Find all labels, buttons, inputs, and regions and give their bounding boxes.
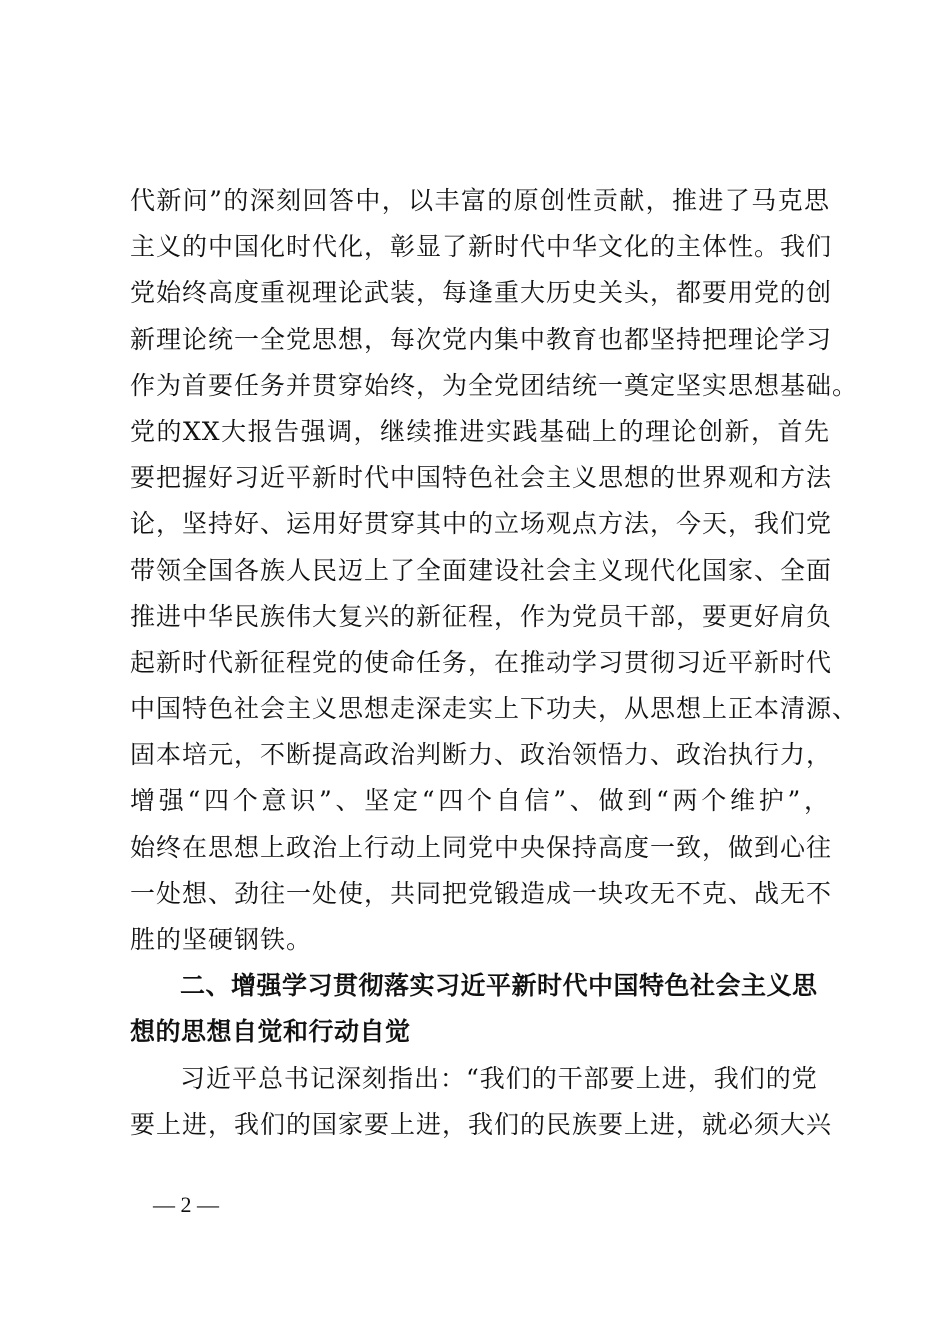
paragraph-line: 党始终高度重视理论武装，每逢重大历史关头，都要用党的创 bbox=[130, 278, 833, 308]
paragraph-line: 作为首要任务并贯穿始终，为全党团结统一奠定坚实思想基础。 bbox=[130, 370, 859, 400]
paragraph-line: 胜的坚硬钢铁。 bbox=[130, 925, 313, 954]
paragraph-line: 论，坚持好、运用好贯穿其中的立场观点方法，今天，我们党 bbox=[130, 509, 833, 539]
paragraph-line: 增强“四个意识”、坚定“四个自信”、做到“两个维护”， bbox=[130, 786, 830, 816]
paragraph-line: 主义的中国化时代化，彰显了新时代中华文化的主体性。我们 bbox=[130, 232, 833, 262]
paragraph-line: 带领全国各族人民迈上了全面建设社会主义现代化国家、全面 bbox=[130, 555, 833, 585]
section-heading: 二、增强学习贯彻落实习近平新时代中国特色社会主义思 bbox=[180, 971, 818, 1001]
paragraph-line: 一处想、劲往一处使，共同把党锻造成一块攻无不克、战无不 bbox=[130, 878, 833, 908]
paragraph-line: 中国特色社会主义思想走深走实上下功夫，从思想上正本清源、 bbox=[130, 694, 859, 724]
paragraph-line: 习近平总书记深刻指出：“我们的干部要上进，我们的党 bbox=[180, 1063, 818, 1093]
paragraph-line: 党的XX大报告强调，继续推进实践基础上的理论创新，首先 bbox=[130, 416, 830, 446]
section-heading: 想的思想自觉和行动自觉 bbox=[130, 1017, 411, 1047]
paragraph-line: 要把握好习近平新时代中国特色社会主义思想的世界观和方法 bbox=[130, 463, 833, 493]
page-number: — 2 — bbox=[153, 1192, 219, 1217]
paragraph-line: 推进中华民族伟大复兴的新征程，作为党员干部，要更好肩负 bbox=[130, 601, 833, 631]
paragraph-line: 起新时代新征程党的使命任务，在推动学习贯彻习近平新时代 bbox=[130, 647, 833, 677]
paragraph-line: 新理论统一全党思想，每次党内集中教育也都坚持把理论学习 bbox=[130, 324, 833, 354]
paragraph-line: 代新问”的深刻回答中，以丰富的原创性贡献，推进了马克思 bbox=[130, 186, 830, 215]
paragraph-line: 要上进，我们的国家要上进，我们的民族要上进，就必须大兴 bbox=[130, 1109, 833, 1139]
document-body bbox=[130, 178, 859, 1148]
paragraph-line: 始终在思想上政治上行动上同党中央保持高度一致，做到心往 bbox=[130, 832, 833, 862]
paragraph-line: 固本培元，不断提高政治判断力、政治领悟力、政治执行力， bbox=[130, 740, 833, 770]
